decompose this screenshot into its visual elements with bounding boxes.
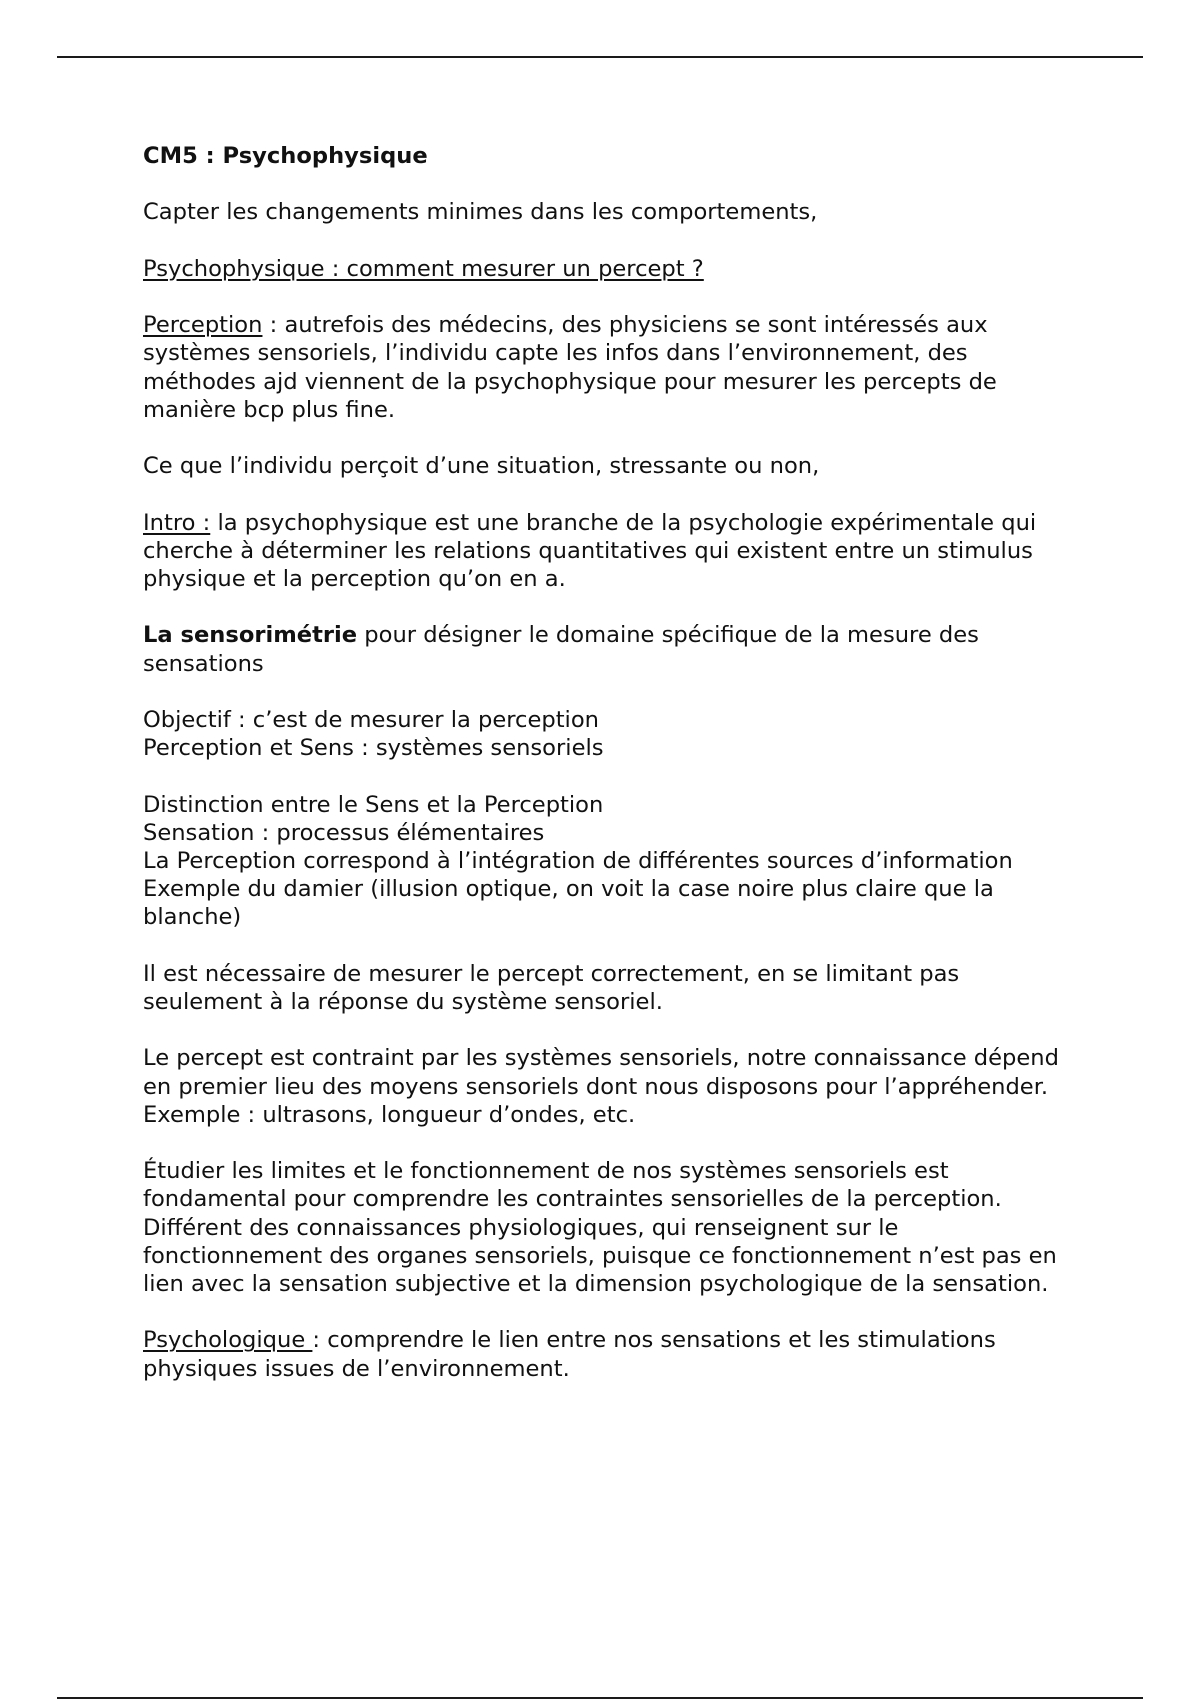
distinction-line: Distinction entre le Sens et la Perception	[143, 791, 604, 818]
objectif-line: Objectif : c’est de mesurer la perception	[143, 706, 599, 733]
contraint-paragraph	[143, 1044, 1083, 1129]
necessaire-paragraph: Il est nécessaire de mesurer le percept correctement, en se limitant pas seulement à la réponse du système sensoriel.	[143, 960, 960, 1015]
subheading-text: Psychophysique : comment mesurer un percept ?	[143, 255, 704, 282]
sensorimetrie-paragraph	[143, 621, 1083, 677]
bottom-rule	[57, 1697, 1143, 1699]
intro-text: la psychophysique est une branche de la psychologie expérimentale qui cherche à déterminer les relations quantitatives qui existent entre un stimulus physique et la perception qu’on en a.	[143, 509, 1037, 592]
intro-label: Intro :	[143, 509, 211, 536]
sensation-line: Sensation : processus élémentaires	[143, 819, 545, 846]
psychologique-text: : comprendre le lien entre nos sensations et les stimulations physiques issues de l’environnement.	[143, 1327, 996, 1382]
physiologique-line: Différent des connaissances physiologiques, qui renseignent sur le fonctionnement des organes sensoriels, puisque ce fonctionnement n’est pas en lien avec la sensation subjective et la dimension psychologique de la sensation.	[143, 1214, 1057, 1297]
subheading	[143, 255, 1083, 283]
objectif-paragraph	[143, 706, 1083, 762]
perception-paragraph	[143, 311, 1083, 424]
perception-sens-line: Perception et Sens : systèmes sensoriels	[143, 735, 604, 762]
title-text: CM5 : Psychophysique	[143, 143, 428, 169]
perception-label: Perception	[143, 312, 263, 339]
integration-line: La Perception correspond à l’intégration de différentes sources d’information	[143, 847, 1013, 874]
document-title	[143, 142, 1083, 170]
perceived-paragraph: Ce que l’individu perçoit d’une situation, stressante ou non,	[143, 453, 820, 480]
intro-line: Capter les changements minimes dans les comportements,	[143, 199, 818, 226]
intro-paragraph	[143, 509, 1083, 594]
psychologique-label: Psychologique	[143, 1327, 313, 1354]
distinction-paragraph	[143, 791, 1083, 932]
perception-text: : autrefois des médecins, des physiciens se sont intéressés aux systèmes sensoriels, l’individu capte les infos dans l’environnement, des méthodes ajd viennent de la psychophysique pour mesurer les percepts de manière bcp plus fine.	[143, 312, 997, 423]
document-body	[143, 142, 1083, 1411]
ultrasons-line: Exemple : ultrasons, longueur d’ondes, etc.	[143, 1101, 636, 1128]
top-rule	[57, 56, 1143, 58]
contraint-line: Le percept est contraint par les systèmes sensoriels, notre connaissance dépend en premier lieu des moyens sensoriels dont nous disposons pour l’appréhender.	[143, 1045, 1059, 1100]
damier-line: Exemple du damier (illusion optique, on voit la case noire plus claire que la blanche)	[143, 876, 994, 931]
sensorimetrie-text: pour désigner le domaine spécifique de la mesure des sensations	[143, 622, 979, 677]
psychologique-paragraph	[143, 1326, 1083, 1382]
etudier-paragraph	[143, 1157, 1083, 1298]
etudier-line: Étudier les limites et le fonctionnement de nos systèmes sensoriels est fondamental pour comprendre les contraintes sensorielles de la perception.	[143, 1158, 1002, 1213]
sensorimetrie-label: La sensorimétrie	[143, 622, 358, 649]
